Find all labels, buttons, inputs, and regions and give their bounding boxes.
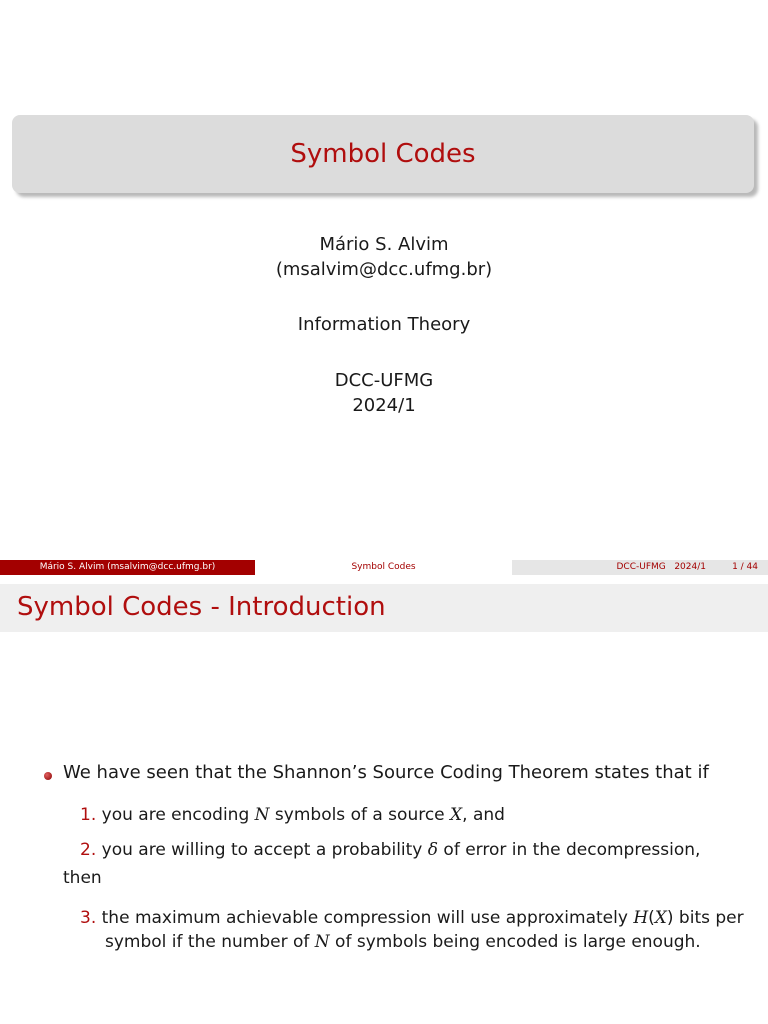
paren: ( xyxy=(648,908,655,928)
list-text: symbols of a source xyxy=(269,805,451,825)
list-text: you are willing to accept a probability xyxy=(101,840,428,860)
author-email: (msalvim@dcc.ufmg.br) xyxy=(275,259,493,280)
math-var: X xyxy=(654,908,667,928)
list-item-3-line-2 xyxy=(105,932,701,952)
list-text: you are encoding xyxy=(101,805,255,825)
footer-bar xyxy=(0,560,768,575)
list-text: the maximum achievable compression will use approximately xyxy=(101,908,634,928)
list-text: of error in the decompression, xyxy=(438,840,701,860)
math-var: δ xyxy=(427,840,439,860)
course-name: Information Theory xyxy=(297,314,471,335)
frame-title xyxy=(0,584,768,632)
math-var: N xyxy=(254,805,270,825)
list-text: bits per xyxy=(673,908,744,928)
list-number: 2. xyxy=(80,840,97,860)
institution: DCC-UFMG xyxy=(334,370,434,391)
footer-institution-term: DCC-UFMG 2024/1 xyxy=(616,562,706,572)
slide-title: Symbol Codes xyxy=(290,139,476,169)
paren: ) xyxy=(666,908,674,928)
list-text: of symbols being encoded is large enough. xyxy=(329,932,701,952)
bullet-text: We have seen that the Shannon’s Source Coding Theorem states that if xyxy=(63,762,709,783)
list-number: 3. xyxy=(80,908,97,928)
list-text: symbol if the number of xyxy=(105,932,315,952)
list-item-3 xyxy=(80,908,744,928)
list-text: , and xyxy=(462,805,505,825)
title-box xyxy=(12,115,754,193)
term: 2024/1 xyxy=(352,395,416,416)
footer-right xyxy=(512,560,768,575)
list-item-1 xyxy=(80,805,505,825)
math-var: H xyxy=(633,908,649,928)
footer-author: Mário S. Alvim (msalvim@dcc.ufmg.br) xyxy=(0,560,255,575)
list-item-2 xyxy=(80,840,700,860)
footer-page-number: 1 / 44 xyxy=(732,562,758,572)
list-number: 1. xyxy=(80,805,97,825)
author-name: Mário S. Alvim xyxy=(319,234,449,255)
bullet-icon xyxy=(44,772,52,780)
then-text: then xyxy=(63,868,102,888)
frame-title-text: Symbol Codes - Introduction xyxy=(17,592,386,622)
math-var: N xyxy=(314,932,330,952)
footer-title: Symbol Codes xyxy=(255,560,512,575)
math-var: X xyxy=(450,805,463,825)
